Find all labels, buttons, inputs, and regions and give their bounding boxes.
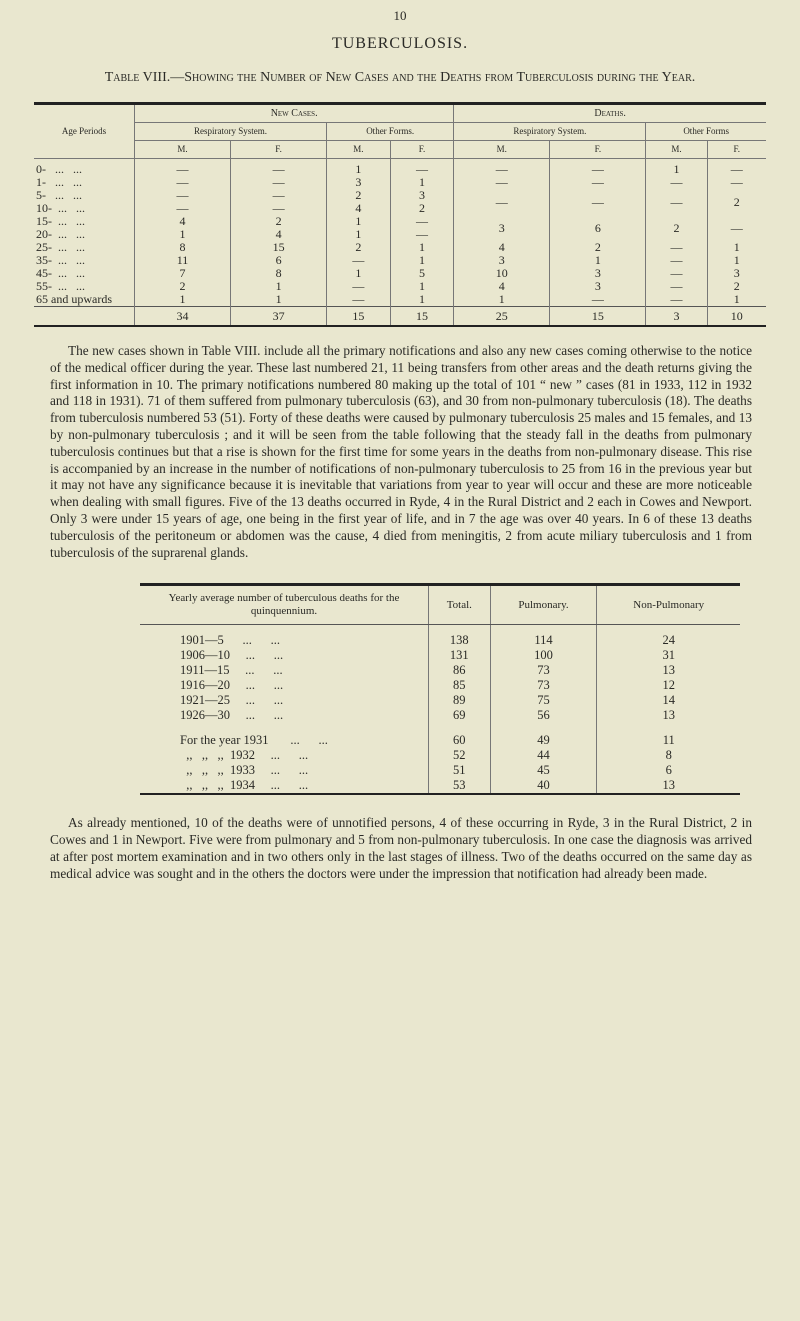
page-number: 10 — [393, 8, 407, 23]
table-row — [34, 267, 766, 280]
deaths-cell: 2 — [550, 241, 646, 254]
value-cell: 12 — [597, 678, 740, 693]
table-row — [140, 678, 740, 693]
new-cases-cell: 1 — [231, 280, 327, 293]
spacer-row — [140, 723, 740, 733]
spacer-cell — [490, 723, 597, 733]
table-row — [34, 215, 766, 228]
header-nc-respiratory: Respiratory System. — [135, 123, 327, 141]
deaths-cell: 10 — [454, 267, 550, 280]
value-cell: 14 — [597, 693, 740, 708]
new-cases-cell: — — [327, 280, 391, 293]
period-label: 1911—15 ... ... — [180, 663, 283, 678]
new-cases-cell: 1 — [327, 159, 391, 177]
table-caption: Table VIII.—Showing the Number of New Cases and the Deaths from Tuberculosis during the Year. — [104, 70, 696, 85]
deaths-cell: — — [707, 159, 766, 177]
header-new-cases: New Cases. — [135, 104, 454, 123]
period-label: 1916—20 ... ... — [180, 678, 284, 693]
value-cell: 114 — [490, 625, 597, 649]
value-cell: 24 — [597, 625, 740, 649]
value-cell: 13 — [597, 663, 740, 678]
value-cell: 13 — [597, 708, 740, 723]
new-cases-cell: 1 — [327, 228, 391, 241]
new-cases-cell: 4 — [135, 215, 231, 228]
new-cases-cell: 11 — [135, 254, 231, 267]
new-cases-cell: — — [390, 215, 454, 228]
new-cases-cell: 1 — [327, 215, 391, 228]
value-cell: 85 — [429, 678, 491, 693]
new-cases-cell: — — [327, 293, 391, 307]
table-row — [34, 176, 766, 189]
deaths-cell: — — [646, 241, 707, 254]
header-female: F. — [707, 141, 766, 159]
value-cell: 11 — [597, 733, 740, 748]
deaths-cell: — — [646, 176, 707, 189]
value-cell: 53 — [429, 778, 491, 794]
deaths-cell: — — [646, 280, 707, 293]
new-cases-cell: 1 — [390, 241, 454, 254]
new-cases-cell: — — [231, 189, 327, 202]
section-title: TUBERCULOSIS. — [331, 35, 469, 52]
age-period: 15- ... ... — [36, 214, 85, 228]
table-row — [140, 748, 740, 763]
table-row — [140, 778, 740, 794]
age-period: 1- ... ... — [36, 175, 82, 189]
new-cases-cell: — — [390, 228, 454, 241]
deaths-cell: 6 — [550, 215, 646, 241]
new-cases-cell: 6 — [231, 254, 327, 267]
new-cases-cell: — — [327, 254, 391, 267]
table2-header: Total. — [429, 585, 491, 625]
new-cases-cell: 8 — [231, 267, 327, 280]
value-cell: 31 — [597, 648, 740, 663]
new-cases-cell: 1 — [390, 280, 454, 293]
new-cases-cell: 2 — [231, 215, 327, 228]
deaths-cell: 2 — [707, 280, 766, 293]
deaths-cell: — — [646, 189, 707, 215]
deaths-cell: — — [454, 176, 550, 189]
new-cases-deaths-table — [34, 102, 766, 327]
value-cell: 60 — [429, 733, 491, 748]
period-label: For the year 1931 ... ... — [180, 733, 328, 748]
total-cell: 3 — [646, 307, 707, 327]
deaths-cell: 2 — [646, 215, 707, 241]
value-cell: 100 — [490, 648, 597, 663]
new-cases-cell: — — [135, 189, 231, 202]
period-label: 1926—30 ... ... — [180, 708, 284, 723]
age-period: 25- ... ... — [36, 240, 85, 254]
table2-header: Non-Pulmonary — [597, 585, 740, 625]
header-female: F. — [231, 141, 327, 159]
header-deaths: Deaths. — [454, 104, 766, 123]
new-cases-cell: 1 — [231, 293, 327, 307]
table-row — [140, 708, 740, 723]
header-female: F. — [550, 141, 646, 159]
period-label: 1921—25 ... ... — [180, 693, 284, 708]
header-male: M. — [454, 141, 550, 159]
deaths-cell: — — [550, 159, 646, 177]
total-cell: 15 — [550, 307, 646, 327]
deaths-cell: 3 — [550, 280, 646, 293]
new-cases-cell: — — [231, 159, 327, 177]
deaths-cell: 1 — [454, 293, 550, 307]
deaths-cell: — — [550, 189, 646, 215]
value-cell: 8 — [597, 748, 740, 763]
value-cell: 89 — [429, 693, 491, 708]
paragraph-new-cases: The new cases shown in Table VIII. include all the primary notifications and also any new cases coming otherwise to the notice of the medical officer during the year. These last numbered 21, 11 being transfers from other areas and the death returns giving the first information in 10. The primary notifications numbered 80 making up the total of 101 “ new ” cases (81 in 1933, 112 in 1932 and 118 in 1931). 71 of them suffered from pulmonary tuberculosis (63), and 30 from non-pulmonary tuberculosis (18). The deaths from tuberculosis numbered 53 (51). Forty of these deaths were caused by pulmonary tuberculosis 25 males and 15 females, and 13 by non-pulmonary tuberculosis ; and it will be seen from the table following that the steady fall in the deaths from pulmonary tuberculosis continues but that a rise is shown for the first time for some years in the deaths from non-pulmonary disease. This rise is accompanied by an increase in the number of notifications of non-pulmonary tuberculosis to 25 from 16 in the previous year but it may not have any significance because it is inevitable that variations from year to year will occur and these are more noticeable when dealing with small figures. Five of the 13 deaths occurred in Ryde, 4 in the Rural District and 2 each in Cowes and Newport. Only 3 were under 15 years of age, one being in the first year of life, and in 7 the age was over 40 years. In 6 of these 13 deaths tuberculosis of the peritoneum or abdomen was the cause, 4 died from meningitis, 2 from acute miliary tuberculosis and 1 from tuberculosis of the suprarenal glands. — [50, 343, 752, 560]
age-period: 10- ... ... — [36, 201, 85, 215]
paragraph-unnotified-deaths: As already mentioned, 10 of the deaths were of unnotified persons, 4 of these occurring in Ryde, 3 in the Rural District, 2 in Cowes and 1 in Newport. Five were from pulmonary and 5 from non-pulmonary tuberculosis. In one case the diagnosis was arrived at after post mortem examination and in two others only in the last stages of illness. Two of the deaths occurred on the same day as medical advice was sought and in the others the doctors were under the impression that notification had already been made. — [50, 815, 752, 881]
deaths-cell: — — [550, 293, 646, 307]
age-period: 35- ... ... — [36, 253, 85, 267]
new-cases-cell: 2 — [135, 280, 231, 293]
deaths-cell: 2 — [707, 189, 766, 215]
new-cases-cell: 2 — [390, 202, 454, 215]
sex-header-row — [34, 141, 766, 159]
new-cases-cell: 1 — [135, 293, 231, 307]
new-cases-cell: 3 — [327, 176, 391, 189]
new-cases-cell: 1 — [390, 176, 454, 189]
header-d-respiratory: Respiratory System. — [454, 123, 646, 141]
table-row — [140, 763, 740, 778]
table-row — [140, 663, 740, 678]
value-cell: 40 — [490, 778, 597, 794]
new-cases-cell: 2 — [327, 241, 391, 254]
new-cases-cell: 1 — [390, 254, 454, 267]
deaths-cell: 3 — [454, 215, 550, 241]
table-row — [140, 693, 740, 708]
age-period: 55- ... ... — [36, 279, 85, 293]
period-label: ,, ,, ,, 1932 ... ... — [180, 748, 309, 763]
age-period: 0- ... ... — [36, 162, 82, 176]
deaths-cell: 3 — [707, 267, 766, 280]
value-cell: 75 — [490, 693, 597, 708]
new-cases-cell: 4 — [231, 228, 327, 241]
new-cases-cell: 8 — [135, 241, 231, 254]
deaths-cell: — — [454, 189, 550, 215]
deaths-cell: 1 — [646, 159, 707, 177]
yearly-average-deaths-table — [140, 583, 740, 795]
deaths-cell: 3 — [550, 267, 646, 280]
deaths-cell: — — [454, 159, 550, 177]
value-cell: 6 — [597, 763, 740, 778]
value-cell: 51 — [429, 763, 491, 778]
header-female: F. — [390, 141, 454, 159]
deaths-cell: — — [646, 267, 707, 280]
table-row — [34, 159, 766, 177]
table-row — [34, 293, 766, 307]
total-cell: 15 — [390, 307, 454, 327]
deaths-cell: 1 — [550, 254, 646, 267]
total-cell: 37 — [231, 307, 327, 327]
table-row — [140, 625, 740, 649]
total-cell: 34 — [135, 307, 231, 327]
new-cases-cell: 1 — [327, 267, 391, 280]
header-age-periods: Age Periods — [34, 104, 135, 159]
deaths-cell: — — [707, 215, 766, 241]
new-cases-cell: 3 — [390, 189, 454, 202]
new-cases-cell: — — [390, 159, 454, 177]
total-cell: 25 — [454, 307, 550, 327]
value-cell: 138 — [429, 625, 491, 649]
new-cases-cell: — — [135, 176, 231, 189]
age-period: 5- ... ... — [36, 188, 82, 202]
value-cell: 13 — [597, 778, 740, 794]
new-cases-cell: 4 — [327, 202, 391, 215]
header-male: M. — [646, 141, 707, 159]
table-row — [34, 241, 766, 254]
value-cell: 49 — [490, 733, 597, 748]
totals-label — [34, 307, 135, 327]
table2-header: Yearly average number of tuberculous deaths for the quinquennium. — [140, 585, 429, 625]
new-cases-cell: 15 — [231, 241, 327, 254]
age-period: 45- ... ... — [36, 266, 85, 280]
period-label: 1901—5 ... ... — [180, 633, 280, 648]
new-cases-cell: 5 — [390, 267, 454, 280]
new-cases-cell: 1 — [135, 228, 231, 241]
value-cell: 45 — [490, 763, 597, 778]
header-male: M. — [135, 141, 231, 159]
age-period: 65 and upwards — [36, 292, 112, 306]
value-cell: 73 — [490, 663, 597, 678]
totals-row — [34, 307, 766, 327]
total-cell: 15 — [327, 307, 391, 327]
age-period: 20- ... ... — [36, 227, 85, 241]
deaths-cell: 4 — [454, 241, 550, 254]
value-cell: 44 — [490, 748, 597, 763]
deaths-cell: — — [550, 176, 646, 189]
period-label: ,, ,, ,, 1934 ... ... — [140, 778, 429, 794]
header-d-other: Other Forms — [646, 123, 766, 141]
spacer-cell — [140, 723, 429, 733]
value-cell: 131 — [429, 648, 491, 663]
value-cell: 69 — [429, 708, 491, 723]
new-cases-cell: 7 — [135, 267, 231, 280]
deaths-cell: 1 — [707, 293, 766, 307]
new-cases-cell: — — [135, 202, 231, 215]
value-cell: 73 — [490, 678, 597, 693]
value-cell: 52 — [429, 748, 491, 763]
table-row — [140, 648, 740, 663]
spacer-cell — [597, 723, 740, 733]
new-cases-cell: 1 — [390, 293, 454, 307]
deaths-cell: 4 — [454, 280, 550, 293]
deaths-cell: — — [646, 254, 707, 267]
header-male: M. — [327, 141, 391, 159]
period-label: ,, ,, ,, 1933 ... ... — [180, 763, 309, 778]
new-cases-cell: — — [231, 202, 327, 215]
total-cell: 10 — [707, 307, 766, 327]
header-nc-other: Other Forms. — [327, 123, 454, 141]
deaths-cell: — — [707, 176, 766, 189]
deaths-cell: 3 — [454, 254, 550, 267]
spacer-cell — [429, 723, 491, 733]
table-row — [34, 280, 766, 293]
deaths-cell: — — [646, 293, 707, 307]
period-label: 1906—10 ... ... — [180, 648, 284, 663]
table-row — [140, 733, 740, 748]
new-cases-cell: — — [231, 176, 327, 189]
table-row — [34, 254, 766, 267]
table2-header: Pulmonary. — [490, 585, 597, 625]
deaths-cell: 1 — [707, 241, 766, 254]
value-cell: 56 — [490, 708, 597, 723]
new-cases-cell: — — [135, 159, 231, 177]
new-cases-cell: 2 — [327, 189, 391, 202]
table2-header-row — [140, 585, 740, 625]
value-cell: 86 — [429, 663, 491, 678]
table-row — [34, 189, 766, 202]
deaths-cell: 1 — [707, 254, 766, 267]
